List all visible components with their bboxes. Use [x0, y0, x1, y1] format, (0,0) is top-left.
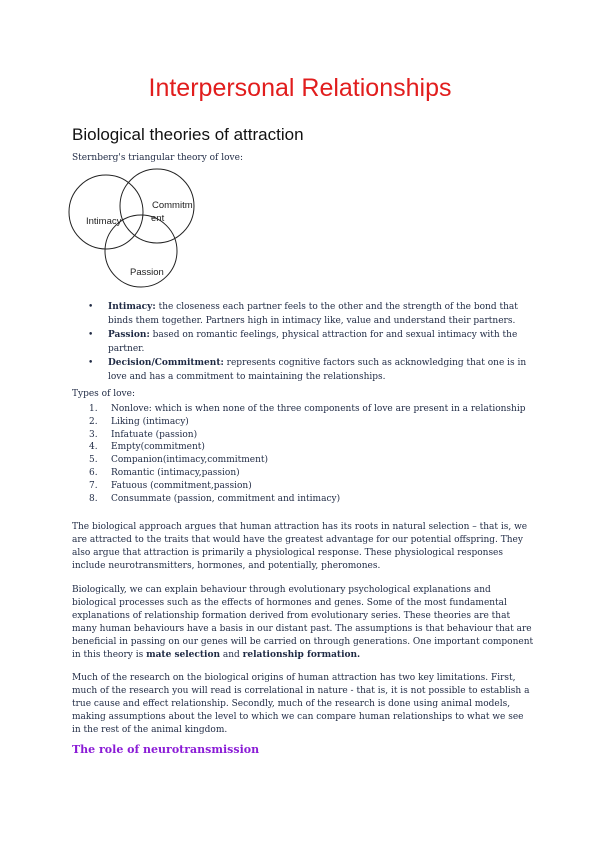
list-text: Empty(commitment) — [111, 442, 205, 453]
list-number: 2. — [89, 416, 98, 427]
list-text: Companion(intimacy,commitment) — [111, 455, 269, 466]
list-text: Fatuous (commitment,passion) — [111, 480, 252, 491]
paragraph-text: Biologically, we can explain behaviour through evolutionary psychological explanations and biological processes such as the effects of hormones and genes. Some of the most fundamental explanations of relationship formation derived from evolutionary series. These theories are that many human behaviours have a basis in our distant past. The assumptions is that behaviour that are beneficial in passing on our genes will be carried on through generations. One important component in this theory is — [72, 585, 534, 660]
types-of-love-list — [89, 403, 549, 505]
love-components-list — [88, 301, 528, 385]
component-text: the closeness each partner feels to the other and the strength of the bond that binds them together. Partners high in intimacy like, value and understand their partners. — [108, 302, 518, 326]
list-number: 8. — [89, 493, 98, 504]
component-term: Intimacy: — [108, 302, 156, 312]
component-text: represents cognitive factors such as acknowledging that one is in love and has a commitment to maintaining the relationships. — [108, 358, 527, 382]
paragraph-limitations: Much of the research on the biological origins of human attraction has two key limitations. First, much of the research you will read is correlational in nature - that is, it is not possible to establish a true cause and effect relationship. Secondly, much of the research is done using animal models, making assumptions about the level to which we can compare human relationships to what we see in the rest of the animal kingdom. — [72, 673, 530, 735]
heading-neurotransmission: The role of neurotransmission — [72, 743, 260, 756]
types-heading: Types of love: — [72, 389, 136, 399]
venn-label-passion: Passion — [130, 267, 164, 278]
component-term: Decision/Commitment: — [108, 358, 224, 368]
bullet-icon: • — [88, 302, 94, 312]
list-item — [88, 357, 528, 384]
list-number: 1. — [89, 404, 98, 414]
paragraph-evolutionary — [72, 584, 534, 662]
subheading: Sternberg's triangular theory of love: — [72, 153, 243, 163]
list-text: Infatuate (passion) — [111, 429, 198, 440]
list-item — [89, 454, 549, 467]
list-number: 7. — [89, 480, 98, 491]
list-number: 5. — [89, 455, 98, 466]
list-item — [89, 467, 549, 480]
list-number: 4. — [89, 442, 98, 453]
list-item — [89, 429, 549, 442]
list-item — [89, 493, 549, 506]
bullet-icon: • — [88, 330, 94, 340]
bullet-icon: • — [88, 358, 94, 368]
venn-diagram — [66, 168, 246, 290]
venn-circle-intimacy — [69, 175, 143, 249]
list-item — [89, 416, 549, 429]
list-item — [88, 301, 528, 328]
list-text: Romantic (intimacy,passion) — [111, 467, 240, 478]
list-text: Liking (intimacy) — [111, 416, 189, 427]
bold-term-mate-selection: mate selection — [146, 650, 220, 660]
list-item — [89, 441, 549, 454]
venn-label-commitment-1: Commitm — [152, 200, 193, 211]
paragraph-biological-approach: The biological approach argues that human attraction has its roots in natural selection – that is, we are attracted to the traits that would have the greatest advantage for our potential offspring. They also argue that attraction is primarily a physiological response. These physiological responses include neurotransmitters, hormones, and potentially, pheromones. — [72, 522, 528, 571]
section-heading: Biological theories of attraction — [72, 125, 304, 144]
component-text: based on romantic feelings, physical attraction for and sexual intimacy with the partner. — [108, 330, 518, 354]
list-item — [88, 329, 528, 356]
venn-label-intimacy: Intimacy — [86, 216, 122, 227]
list-text: Nonlove: which is when none of the three components of love are present in a relationship — [111, 404, 526, 414]
list-item — [89, 403, 549, 416]
page-title: Interpersonal Relationships — [148, 74, 452, 102]
list-text: Consummate (passion, commitment and intimacy) — [111, 493, 341, 504]
venn-label-commitment-2: ent — [151, 213, 165, 224]
list-item — [89, 480, 549, 493]
component-term: Passion: — [108, 330, 150, 340]
list-number: 6. — [89, 467, 98, 478]
paragraph-text: and — [220, 650, 243, 660]
bold-term-relationship-formation: relationship formation. — [242, 650, 361, 660]
list-number: 3. — [89, 429, 98, 440]
